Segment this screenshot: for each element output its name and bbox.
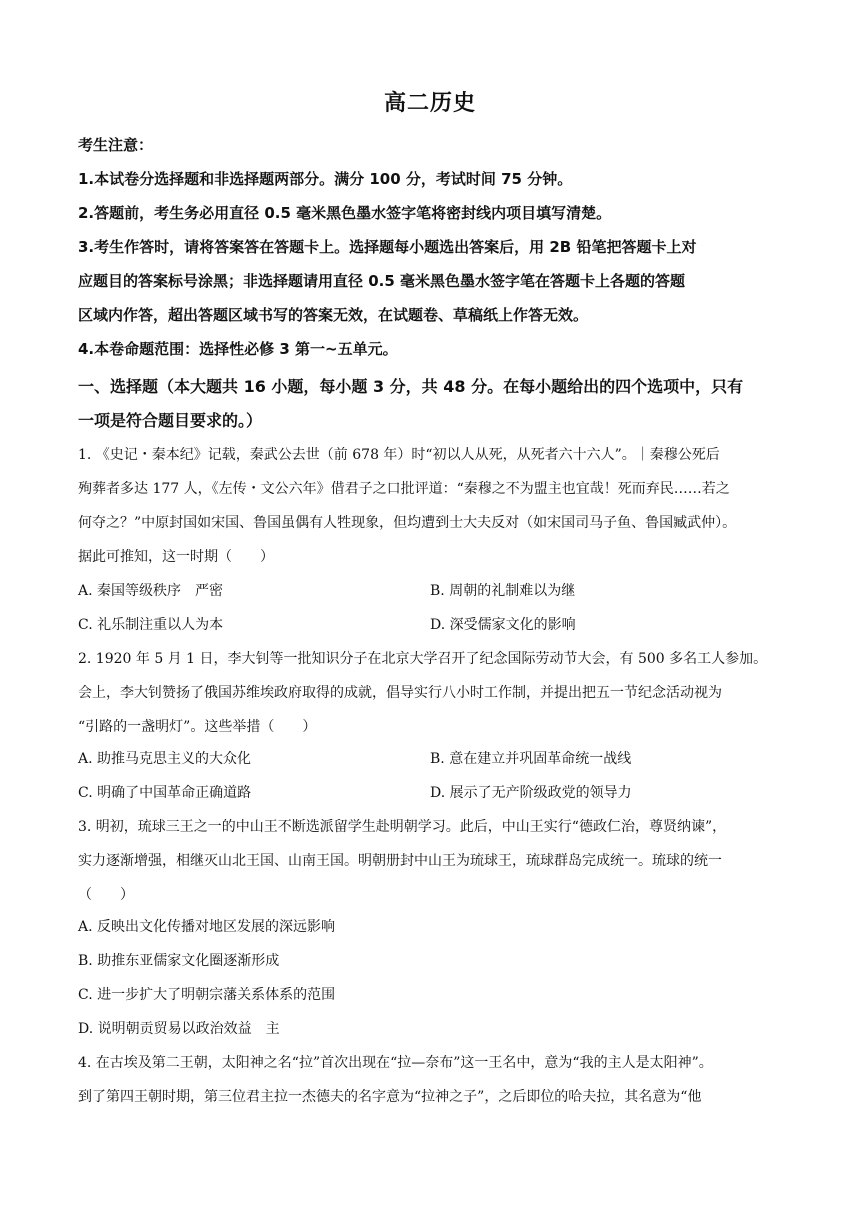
notice-item: 4.本卷命题范围：选择性必修 3 第一~五单元。 — [78, 340, 398, 358]
notice-block — [78, 128, 798, 366]
question-stem-line: “引路的一盏明灯”。这些举措（ ） — [78, 719, 317, 735]
question-3 — [78, 810, 794, 912]
question-stem-line: 殉葬者多达 177 人，《左传・文公六年》借君子之口批评道：“秦穆之不为盟主也宜哉！死而弃民……若之 — [78, 481, 730, 497]
question-2 — [78, 642, 794, 744]
notice-item: 3.考生作答时，请将答案答在答题卡上。选择题每小题选出答案后，用 2B 铅笔把答题卡上对 — [78, 238, 697, 256]
option-a: A. 秦国等级秩序 严密 — [78, 583, 224, 599]
notice-item: 应题目的答案标号涂黑；非选择题请用直径 0.5 毫米黑色墨水签字笔在答题卡上各题的答题 — [78, 272, 686, 290]
page-title: 高二历史 — [383, 91, 476, 116]
question-stem-line: 据此可推知，这一时期（ ） — [78, 549, 274, 565]
question-stem-line: 4. 在古埃及第二王朝，太阳神之名“拉”首次出现在“拉—奈布”这一王名中，意为“我的主人是太阳神”。 — [78, 1055, 713, 1071]
section-heading-line: 一项是符合题目要求的。） — [78, 411, 263, 430]
option-d: D. 说明朝贡贸易以政治效益 主 — [78, 1021, 280, 1037]
option-c: C. 礼乐制注重以人为本 — [78, 617, 224, 633]
question-stem-line: 2. 1920 年 5 月 1 日，李大钊等一批知识分子在北京大学召开了纪念国际劳动节大会，有 500 多名工人参加。 — [78, 651, 768, 667]
option-a: A. 反映出文化传播对地区发展的深远影响 — [78, 919, 336, 935]
option-a: A. 助推马克思主义的大众化 — [78, 751, 252, 767]
question-3-options — [78, 910, 794, 1046]
notice-item: 2.答题前，考生务必用直径 0.5 毫米黑色墨水签字笔将密封线内项目填写清楚。 — [78, 204, 612, 222]
question-1-options — [78, 574, 794, 642]
question-2-options — [78, 742, 794, 810]
option-d: D. 深受儒家文化的影响 — [430, 617, 576, 633]
notice-item: 1.本试卷分选择题和非选择题两部分。满分 100 分，考试时间 75 分钟。 — [78, 170, 573, 188]
question-stem-line: 何夺之？”中原封国如宋国、鲁国虽偶有人牲现象，但均遭到士大夫反对（如宋国司马子鱼、鲁国臧武仲）。 — [78, 515, 737, 531]
question-stem-line: 实力逐渐增强，相继灭山北王国、山南王国。明朝册封中山王为琉球王，琉球群岛完成统一。琉球的统一 — [78, 853, 722, 869]
question-4 — [78, 1046, 794, 1114]
notice-heading: 考生注意： — [78, 136, 154, 154]
section-heading-line: 一、选择题（本大题共 16 小题，每小题 3 分，共 48 分。在每小题给出的四个选项中，只有 — [78, 377, 744, 396]
question-stem-line: 1. 《史记・秦本纪》记载，秦武公去世（前 678 年）时“初以人从死，从死者六十六人”。｜秦穆公死后 — [78, 447, 720, 463]
option-b: B. 周朝的礼制难以为继 — [430, 583, 576, 599]
notice-item: 区域内作答，超出答题区域书写的答案无效，在试题卷、草稿纸上作答无效。 — [78, 306, 589, 324]
option-b: B. 助推东亚儒家文化圈逐渐形成 — [78, 953, 280, 969]
question-stem-line: 到了第四王朝时期，第三位君主拉一杰德夫的名字意为“拉神之子”，之后即位的哈夫拉，其名意为“他 — [78, 1089, 702, 1105]
option-c: C. 明确了中国革命正确道路 — [78, 785, 252, 801]
question-stem-line: 3. 明初，琉球三王之一的中山王不断选派留学生赴明朝学习。此后，中山王实行“德政仁治，尊贤纳谏”， — [78, 819, 727, 835]
question-stem-line: 会上，李大钊赞扬了俄国苏维埃政府取得的成就，倡导实行八小时工作制，并提出把五一节纪念活动视为 — [78, 685, 722, 701]
question-1 — [78, 438, 794, 574]
option-c: C. 进一步扩大了明朝宗藩关系体系的范围 — [78, 987, 336, 1003]
option-d: D. 展示了无产阶级政党的领导力 — [430, 785, 632, 801]
option-b: B. 意在建立并巩固革命统一战线 — [430, 751, 632, 767]
question-stem-line: （ ） — [78, 887, 134, 903]
section-heading — [78, 370, 798, 438]
